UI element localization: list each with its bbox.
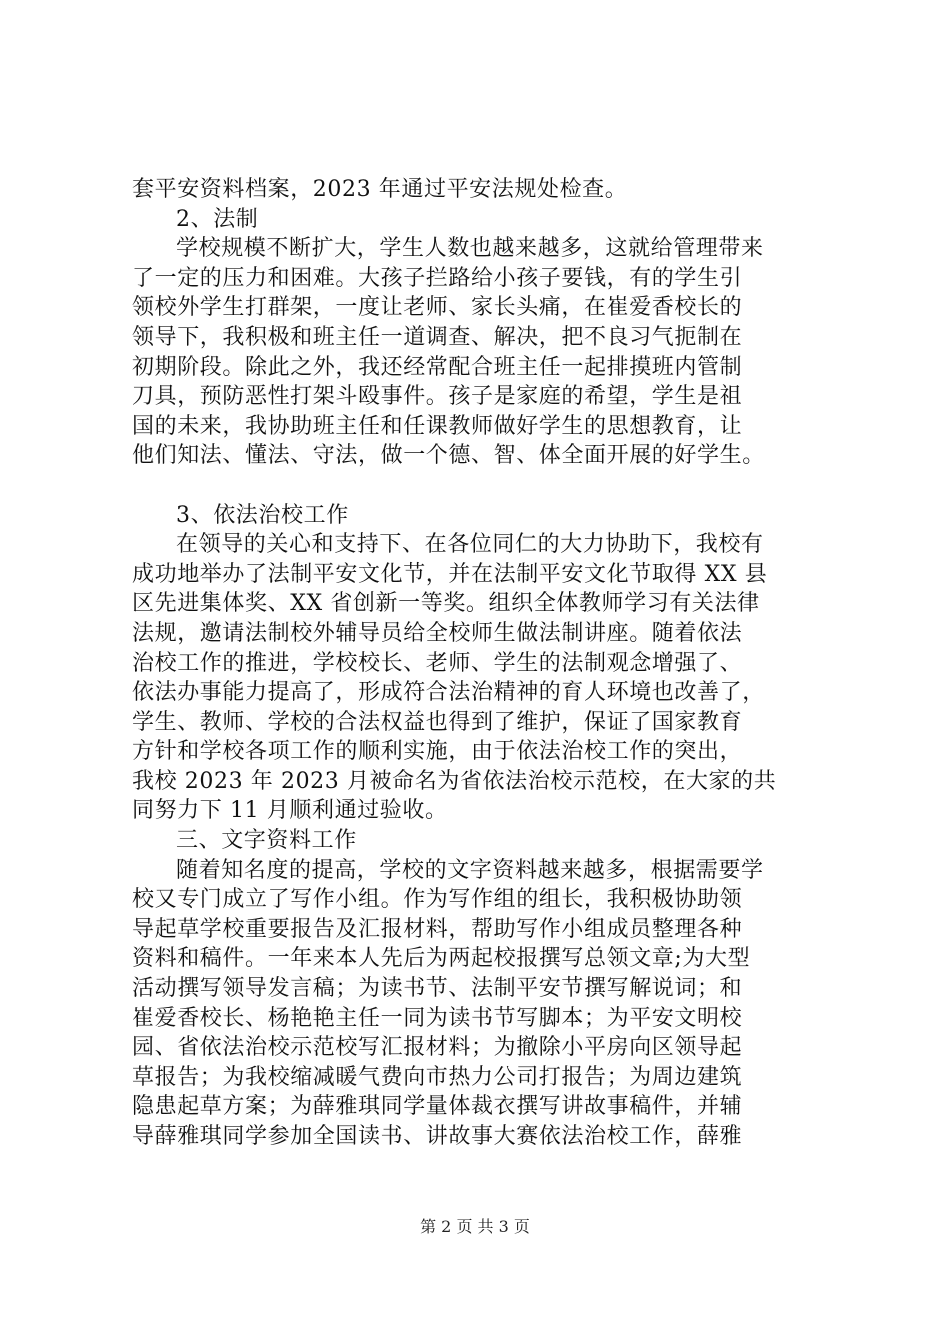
paragraph-line: 学校规模不断扩大，学生人数也越来越多，这就给管理带来 (176, 236, 764, 262)
paragraph-line: 导薛雅琪同学参加全国读书、讲故事大赛依法治校工作，薛雅 (132, 1124, 743, 1149)
paragraph-line: 领导下，我积极和班主任一道调查、解决，把不良习气扼制在 (132, 324, 743, 350)
paragraph-line: 资料和稿件。一年来本人先后为两起校报撰写总领文章;为大型 (132, 946, 751, 972)
paragraph-line: 我校 2023 年 2023 月被命名为省依法治校示范校，在大家的共 (132, 768, 777, 794)
paragraph-line: 成功地举办了法制平安文化节，并在法制平安文化节取得 XX 县 (132, 561, 768, 587)
paragraph-line: 园、省依法治校示范校写汇报材料；为撤除小平房向区领导起 (132, 1035, 743, 1061)
paragraph-line: 刀具，预防恶性打架斗殴事件。孩子是家庭的希望，学生是祖 (132, 384, 743, 410)
section-heading: 3、依法治校工作 (176, 502, 349, 528)
paragraph-line: 法规，邀请法制校外辅导员给全校师生做法制讲座。随着依法 (132, 620, 743, 646)
paragraph-line: 治校工作的推进，学校校长、老师、学生的法制观念增强了、 (132, 650, 743, 676)
paragraph-line: 活动撰写领导发言稿；为读书节、法制平安节撰写解说词；和 (132, 976, 743, 1002)
paragraph-line: 初期阶段。除此之外，我还经常配合班主任一起排摸班内管制 (132, 354, 743, 380)
page-number-label: 第 2 页 共 3 页 (420, 1217, 530, 1236)
paragraph-line: 学生、教师、学校的合法权益也得到了维护，保证了国家教育 (132, 709, 743, 735)
paragraph-line: 同努力下 11 月顺利通过验收。 (132, 798, 448, 824)
paragraph-line: 隐患起草方案；为薛雅琪同学量体裁衣撰写讲故事稿件，并辅 (132, 1094, 743, 1120)
paragraph-gap (132, 471, 832, 501)
section-heading: 2、法制 (176, 206, 259, 232)
paragraph-line: 校又专门成立了写作小组。作为写作组的组长，我积极协助领 (132, 887, 743, 913)
paragraph-line: 国的未来，我协助班主任和任课教师做好学生的思想教育，让 (132, 413, 743, 439)
paragraph-line: 套平安资料档案，2023 年通过平安法规处检查。 (132, 177, 628, 202)
paragraph-line: 方针和学校各项工作的顺利实施，由于依法治校工作的突出， (132, 739, 743, 765)
paragraph-line: 随着知名度的提高，学校的文字资料越来越多，根据需要学 (176, 857, 764, 883)
paragraph-line: 领校外学生打群架，一度让老师、家长头痛，在崔爱香校长的 (132, 295, 743, 321)
paragraph-line: 在领导的关心和支持下、在各位同仁的大力协助下，我校有 (176, 532, 764, 558)
page-footer (0, 1217, 950, 1237)
paragraph-line: 草报告；为我校缩减暖气费向市热力公司打报告；为周边建筑 (132, 1064, 743, 1090)
paragraph-line: 导起草学校重要报告及汇报材料，帮助写作小组成员整理各种 (132, 916, 743, 942)
paragraph-line: 依法办事能力提高了，形成符合法治精神的育人环境也改善了， (132, 680, 765, 706)
paragraph-line: 崔爱香校长、杨艳艳主任一同为读书节写脚本；为平安文明校 (132, 1005, 743, 1031)
document-body (132, 175, 832, 1152)
section-heading: 三、文字资料工作 (176, 828, 357, 854)
paragraph-line: 他们知法、懂法、守法，做一个德、智、体全面开展的好学生。 (132, 443, 765, 469)
paragraph-line: 区先进集体奖、XX 省创新一等奖。组织全体教师学习有关法律 (132, 591, 760, 617)
paragraph-line: 了一定的压力和困难。大孩子拦路给小孩子要钱，有的学生引 (132, 265, 743, 291)
